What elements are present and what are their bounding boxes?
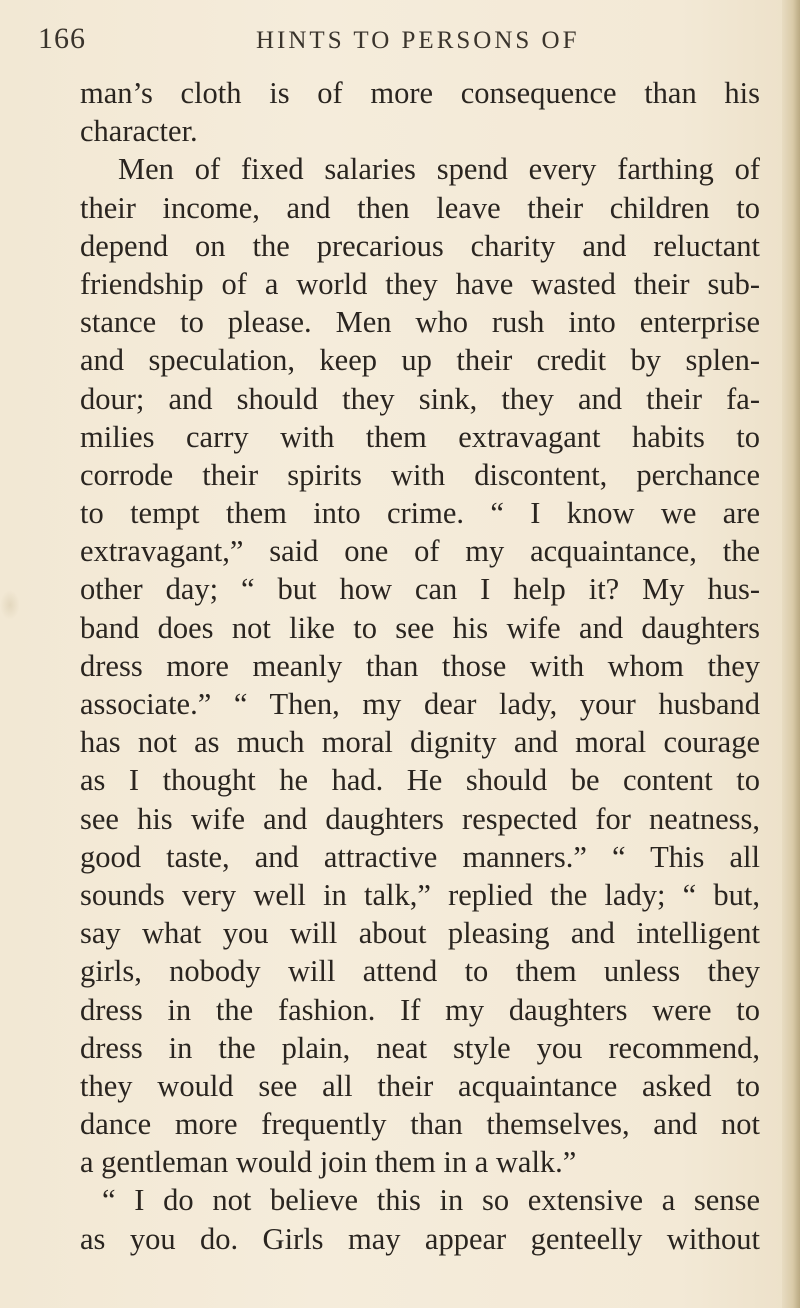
text-line: sounds very well in talk,” replied the lady; “ but,: [80, 877, 760, 912]
text-line: depend on the precarious charity and reluctant: [80, 228, 760, 263]
text-line: and speculation, keep up their credit by splen-: [80, 343, 760, 378]
text-line: they would see all their acquaintance asked to: [80, 1068, 760, 1103]
body-text: [80, 74, 760, 1258]
text-line: their income, and then leave their children to: [80, 190, 760, 225]
text-line: dress in the fashion. If my daughters were to: [80, 992, 760, 1027]
page-header: [38, 22, 738, 62]
text-line: Men of fixed salaries spend every farthing of: [118, 152, 760, 187]
text-line: see his wife and daughters respected for neatness,: [80, 801, 760, 836]
text-line: “ I do not believe this in so extensive a sense: [102, 1183, 760, 1218]
text-line: to tempt them into crime. “ I know we are: [80, 496, 760, 531]
text-line: milies carry with them extravagant habits to: [80, 419, 760, 454]
text-line: man’s cloth is of more consequence than his: [80, 76, 760, 110]
text-line: other day; “ but how can I help it? My hus-: [80, 572, 760, 607]
text-line: dress in the plain, neat style you recommend,: [80, 1030, 760, 1065]
text-line: friendship of a world they have wasted their sub-: [80, 266, 760, 301]
text-line: girls, nobody will attend to them unless they: [80, 954, 760, 989]
running-head: HINTS TO PERSONS OF: [256, 27, 580, 54]
text-line: as you do. Girls may appear genteelly without: [80, 1221, 760, 1256]
text-line: character.: [80, 114, 198, 149]
text-line: say what you will about pleasing and intelligent: [80, 916, 760, 951]
text-line: associate.” “ Then, my dear lady, your husband: [80, 687, 760, 721]
text-line: dance more frequently than themselves, and not: [80, 1107, 760, 1142]
text-line: band does not like to see his wife and daughters: [80, 610, 760, 645]
page-edge-shadow: [782, 0, 800, 1308]
text-line: a gentleman would join them in a walk.”: [80, 1145, 577, 1180]
text-line: stance to please. Men who rush into enterprise: [80, 305, 760, 340]
text-line: extravagant,” said one of my acquaintance, the: [80, 534, 760, 569]
paper-smudge: [0, 590, 20, 620]
text-line: dress more meanly than those with whom they: [80, 648, 760, 683]
text-line: has not as much moral dignity and moral courage: [80, 725, 760, 760]
text-line: corrode their spirits with discontent, perchance: [80, 457, 760, 492]
text-line: as I thought he had. He should be content to: [80, 763, 760, 798]
text-line: dour; and should they sink, they and their fa-: [80, 381, 760, 416]
page-number: 166: [38, 22, 86, 55]
text-line: good taste, and attractive manners.” “ This all: [80, 839, 760, 874]
